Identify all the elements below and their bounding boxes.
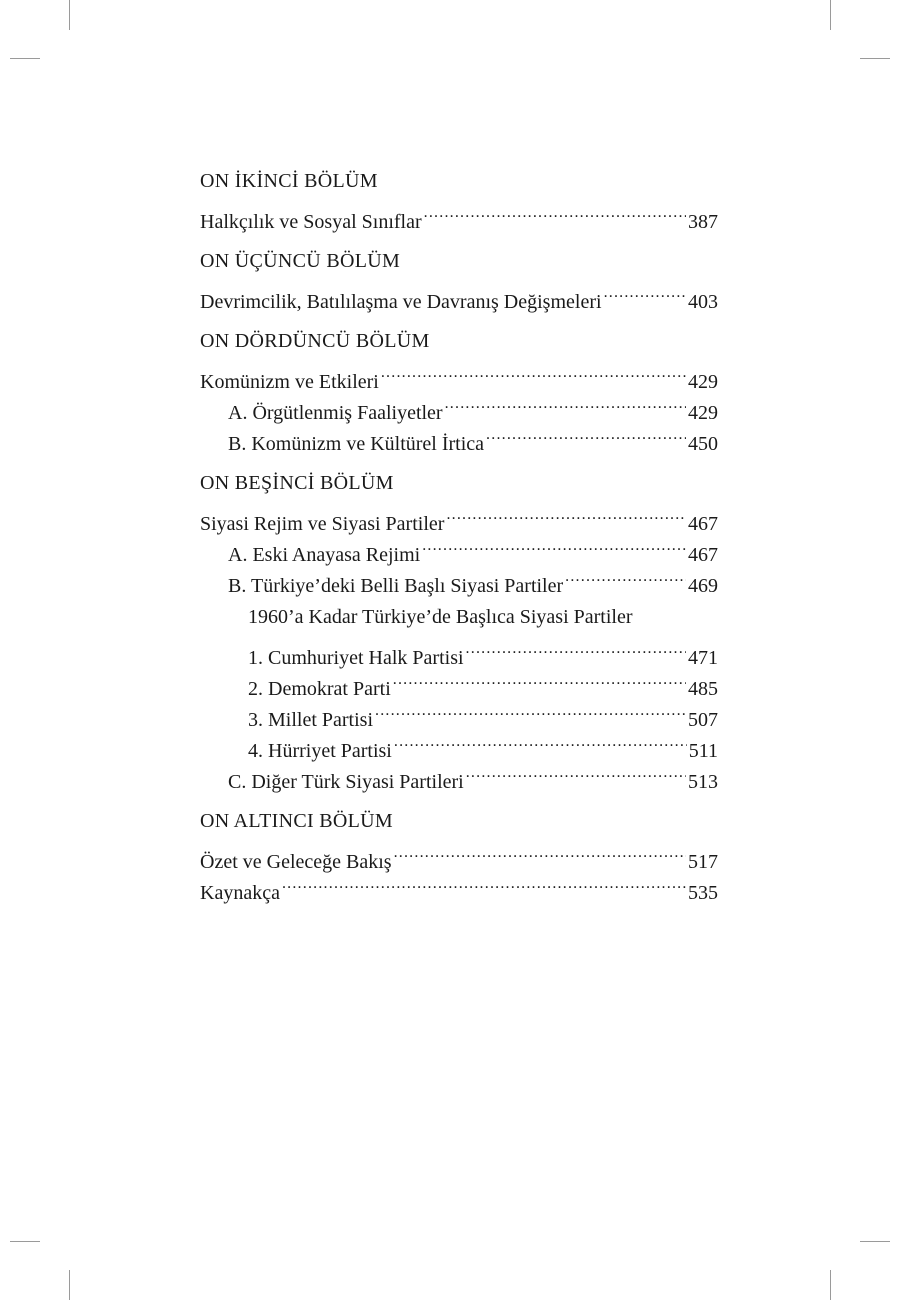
subsection-heading: 1960’a Kadar Türkiye’de Başlıca Siyasi Partiler (248, 606, 633, 628)
page-number: 467 (688, 544, 718, 566)
toc-section (200, 246, 718, 313)
crop-mark (69, 1270, 70, 1300)
dot-leader (282, 868, 686, 899)
dot-leader (604, 277, 686, 308)
page-number: 387 (688, 211, 718, 233)
crop-mark (10, 58, 40, 59)
dot-leader (394, 726, 687, 757)
entry-title: Komünizm ve Etkileri (200, 371, 379, 393)
toc-entry[interactable] (200, 633, 718, 669)
entry-title: B. Türkiye’deki Belli Başlı Siyasi Partiler (228, 575, 564, 597)
entry-title: 3. Millet Partisi (248, 709, 373, 731)
chapter-heading: ON İKİNCİ BÖLÜM (200, 170, 378, 192)
dot-leader (446, 499, 686, 530)
crop-mark (860, 58, 890, 59)
toc-entry[interactable] (200, 197, 718, 233)
dot-leader (445, 388, 686, 419)
page-number: 535 (688, 882, 718, 904)
dot-leader (422, 530, 686, 561)
page-number: 429 (688, 371, 718, 393)
entry-title: 1. Cumhuriyet Halk Partisi (248, 647, 464, 669)
page-number: 507 (688, 709, 718, 731)
page-number: 517 (688, 851, 718, 873)
entry-title: 2. Demokrat Parti (248, 678, 391, 700)
page-number: 429 (688, 402, 718, 424)
entry-title: Devrimcilik, Batılılaşma ve Davranış Değişmeleri (200, 291, 602, 313)
entry-title: A. Örgütlenmiş Faaliyetler (228, 402, 443, 424)
entry-title: A. Eski Anayasa Rejimi (228, 544, 421, 566)
entry-title: Kaynakça (200, 882, 280, 904)
dot-leader (466, 633, 686, 664)
page-number: 471 (688, 647, 718, 669)
crop-mark (830, 0, 831, 30)
crop-mark (10, 1241, 40, 1242)
toc-section (200, 326, 718, 455)
entry-title: B. Komünizm ve Kültürel İrtica (228, 433, 485, 455)
page-number: 467 (688, 513, 718, 535)
crop-mark (860, 1241, 890, 1242)
chapter-heading: ON ALTINCI BÖLÜM (200, 810, 393, 832)
table-of-contents (200, 166, 718, 917)
crop-mark (69, 0, 70, 30)
dot-leader (394, 837, 686, 868)
page-number: 403 (688, 291, 718, 313)
toc-entry[interactable] (200, 357, 718, 393)
page-number: 469 (688, 575, 718, 597)
entry-title: Özet ve Geleceğe Bakış (200, 851, 392, 873)
page-number: 485 (688, 678, 718, 700)
entry-title: 4. Hürriyet Partisi (248, 740, 392, 762)
chapter-heading: ON DÖRDÜNCÜ BÖLÜM (200, 330, 430, 352)
dot-leader (393, 664, 686, 695)
page-number: 513 (688, 771, 718, 793)
crop-mark (830, 1270, 831, 1300)
page-number: 450 (688, 433, 718, 455)
chapter-heading: ON BEŞİNCİ BÖLÜM (200, 472, 394, 494)
toc-section (200, 166, 718, 233)
toc-section (200, 806, 718, 904)
entry-title: Siyasi Rejim ve Siyasi Partiler (200, 513, 445, 535)
dot-leader (565, 561, 686, 592)
dot-leader (486, 419, 686, 450)
dot-leader (375, 695, 686, 726)
dot-leader (424, 197, 686, 228)
dot-leader (466, 757, 686, 788)
chapter-heading: ON ÜÇÜNCÜ BÖLÜM (200, 250, 401, 272)
entry-title: C. Diğer Türk Siyasi Partileri (228, 771, 464, 793)
page-number: 511 (688, 740, 718, 762)
toc-entry[interactable] (200, 837, 718, 873)
toc-entry[interactable] (200, 499, 718, 535)
toc-entry[interactable] (200, 277, 718, 313)
toc-section (200, 468, 718, 793)
dot-leader (381, 357, 686, 388)
entry-title: Halkçılık ve Sosyal Sınıflar (200, 211, 422, 233)
